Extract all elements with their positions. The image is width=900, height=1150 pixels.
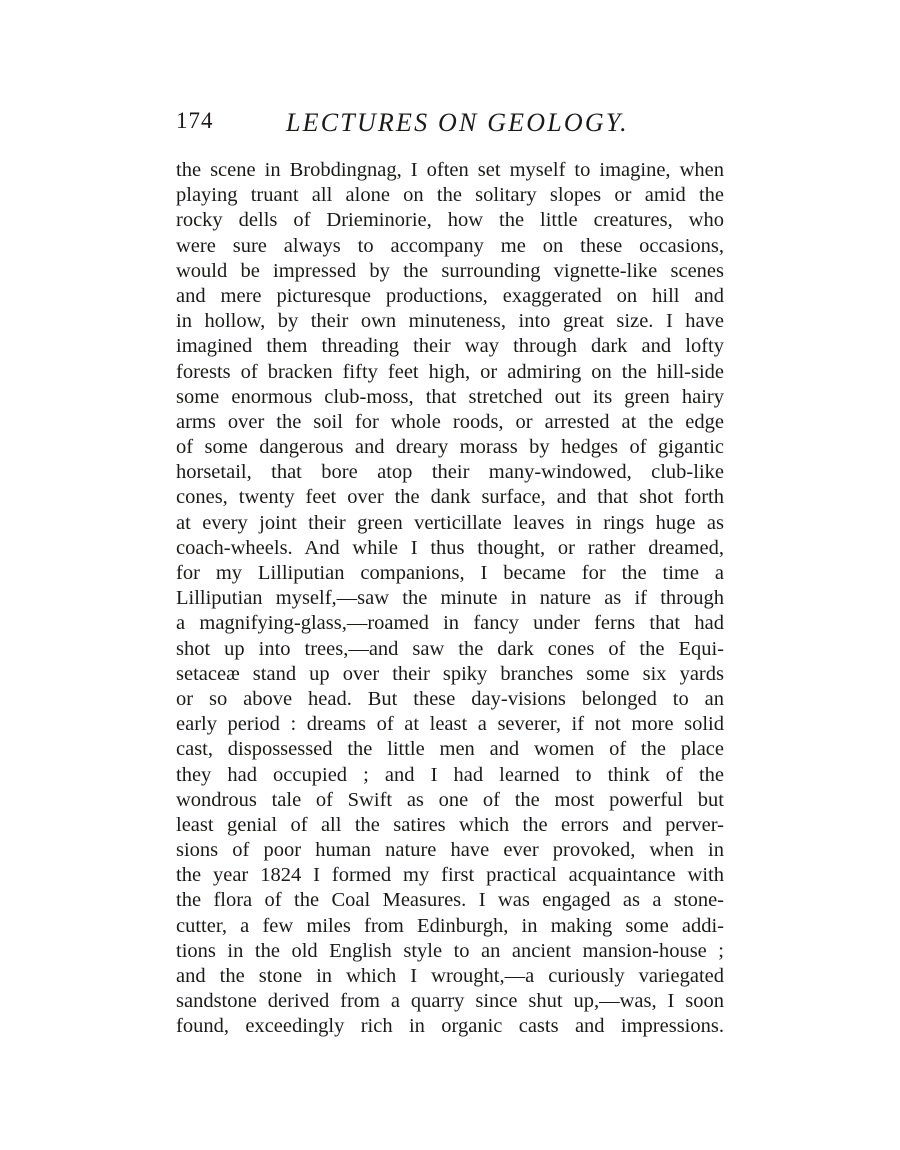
text-line: shot up into trees,—and saw the dark cones of the Equi- <box>176 637 724 660</box>
text-line: and the stone in which I wrought,—a curiously variegated <box>176 965 724 987</box>
text-line: of some dangerous and dreary morass by hedges of gigantic <box>176 436 724 459</box>
text-line: rocky dells of Drieminorie, how the little creatures, who <box>176 209 724 232</box>
text-line: coach-wheels. And while I thus thought, or rather dreamed, <box>176 536 724 559</box>
text-line: and mere picturesque productions, exaggerated on hill and <box>176 284 724 307</box>
text-line: a magnifying-glass,—roamed in fancy under ferns that had <box>176 612 724 635</box>
text-line: least genial of all the satires which the errors and perver- <box>176 813 724 836</box>
text-line: for my Lilliputian companions, I became for the time a <box>176 562 724 584</box>
text-line: sions of poor human nature have ever provoked, when in <box>176 839 724 862</box>
text-line: sandstone derived from a quarry since shut up,—was, I soon <box>176 990 724 1013</box>
page-number: 174 <box>176 108 214 133</box>
text-line: Lilliputian myself,—saw the minute in nature as if through <box>176 587 724 610</box>
text-line: the flora of the Coal Measures. I was engaged as a stone- <box>176 889 724 912</box>
body-text <box>176 158 724 1040</box>
text-line: they had occupied ; and I had learned to think of the <box>176 763 724 786</box>
text-line: in hollow, by their own minuteness, into great size. I have <box>176 310 724 333</box>
text-line: would be impressed by the surrounding vignette-like scenes <box>176 259 724 282</box>
text-line: forests of bracken fifty feet high, or admiring on the hill-side <box>176 360 724 383</box>
text-line: the year 1824 I formed my first practical acquaintance with <box>176 864 724 887</box>
text-line: or so above head. But these day-visions belonged to an <box>176 687 724 710</box>
text-line: wondrous tale of Swift as one of the most powerful but <box>176 788 724 811</box>
text-line: setaceæ stand up over their spiky branches some six yards <box>176 662 724 685</box>
text-line: imagined them threading their way through dark and lofty <box>176 335 724 358</box>
text-line: playing truant all alone on the solitary slopes or amid the <box>176 184 724 207</box>
text-line: the scene in Brobdingnag, I often set myself to imagine, when <box>176 159 724 181</box>
text-line: at every joint their green verticillate leaves in rings huge as <box>176 511 724 534</box>
text-line: arms over the soil for whole roods, or arrested at the edge <box>176 410 724 433</box>
running-head <box>176 108 726 144</box>
text-line: tions in the old English style to an ancient mansion-house ; <box>176 939 724 962</box>
text-line: cast, dispossessed the little men and women of the place <box>176 738 724 761</box>
text-line: horsetail, that bore atop their many-windowed, club-like <box>176 461 724 484</box>
running-title: LECTURES ON GEOLOGY. <box>286 108 629 137</box>
text-line: cones, twenty feet over the dank surface, and that shot forth <box>176 486 724 509</box>
text-line: early period : dreams of at least a severer, if not more solid <box>176 713 724 736</box>
text-line: cutter, a few miles from Edinburgh, in making some addi- <box>176 914 724 937</box>
text-line: some enormous club-moss, that stretched out its green hairy <box>176 385 724 408</box>
text-line: found, exceedingly rich in organic casts and impressions. <box>176 1015 724 1038</box>
text-line: were sure always to accompany me on these occasions, <box>176 234 724 257</box>
